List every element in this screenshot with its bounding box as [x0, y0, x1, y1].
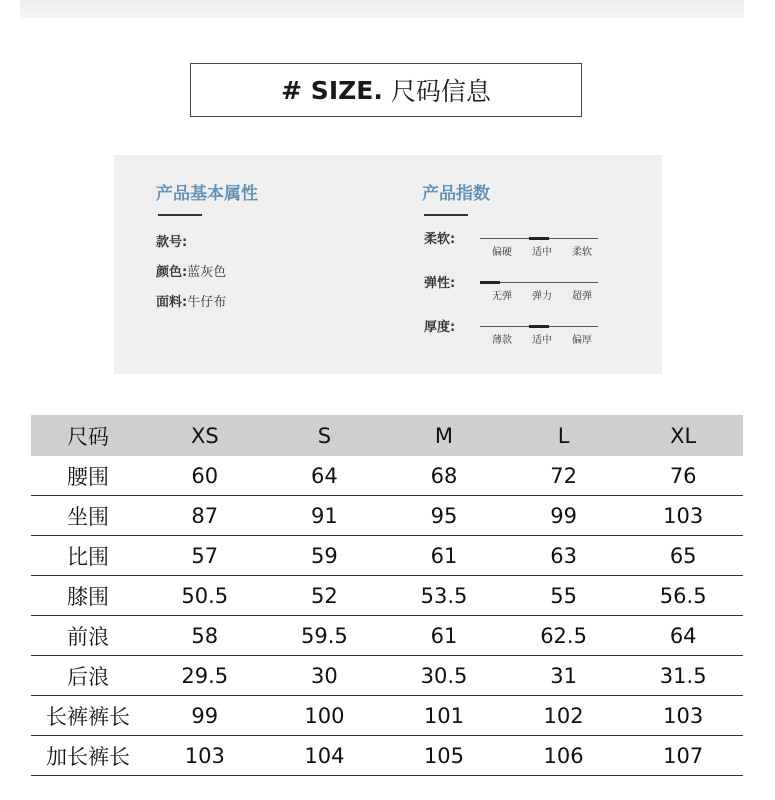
attribute-value: 牛仔布: [187, 294, 227, 310]
top-banner-strip: [20, 0, 744, 18]
attribute-value: 蓝灰色: [187, 264, 227, 280]
table-cell: 99: [145, 696, 265, 736]
table-cell: 58: [145, 616, 265, 656]
table-cell: 63: [504, 536, 624, 576]
scale-tick: 柔软: [572, 246, 592, 258]
table-cell: 87: [145, 496, 265, 536]
table-row: [31, 456, 743, 496]
table-row: [31, 616, 743, 656]
table-cell: 99: [504, 496, 624, 536]
scale-tick: 适中: [532, 334, 552, 346]
row-label-cell: 加长裤长: [31, 736, 145, 776]
table-cell: 50.5: [145, 576, 265, 616]
table-cell: 105: [384, 736, 504, 776]
thickness-scale: [422, 316, 592, 360]
table-row: [31, 696, 743, 736]
table-cell: 30: [265, 656, 385, 696]
table-cell: 30.5: [384, 656, 504, 696]
size-title: # SIZE.: [281, 75, 383, 105]
table-cell: 56.5: [623, 576, 743, 616]
table-cell: 91: [265, 496, 385, 536]
table-cell: 53.5: [384, 576, 504, 616]
column-header: 尺码: [31, 415, 145, 456]
scale-label: 弹性:: [424, 275, 456, 291]
scale-tick: 薄款: [492, 334, 512, 346]
table-cell: 103: [145, 736, 265, 776]
scale-marker: [529, 325, 549, 328]
table-cell: 76: [623, 456, 743, 496]
scale-tick: 弹力: [532, 290, 552, 302]
table-row: [31, 496, 743, 536]
elasticity-scale: [422, 272, 592, 316]
table-row: [31, 736, 743, 776]
row-label-cell: 坐围: [31, 496, 145, 536]
table-row: [31, 656, 743, 696]
table-cell: 64: [623, 616, 743, 656]
table-cell: 101: [384, 696, 504, 736]
table-cell: 61: [384, 616, 504, 656]
attribute-key: 面料:: [156, 294, 188, 310]
scale-label: 柔软:: [424, 231, 456, 247]
table-cell: 62.5: [504, 616, 624, 656]
scale-tick: 无弹: [492, 290, 512, 302]
table-cell: 103: [623, 496, 743, 536]
table-cell: 65: [623, 536, 743, 576]
size-table: [31, 415, 743, 776]
table-cell: 72: [504, 456, 624, 496]
attribute-color: [156, 258, 258, 288]
table-cell: 104: [265, 736, 385, 776]
heading-divider: [424, 214, 468, 216]
scale-ticks: [482, 243, 602, 258]
column-header: XL: [623, 415, 743, 456]
scale-track: [480, 326, 598, 327]
row-label-cell: 后浪: [31, 656, 145, 696]
heading-divider: [158, 214, 202, 216]
row-label-cell: 膝围: [31, 576, 145, 616]
basic-attributes-heading: 产品基本属性: [156, 184, 258, 204]
table-cell: 106: [504, 736, 624, 776]
column-header: L: [504, 415, 624, 456]
column-header: M: [384, 415, 504, 456]
scale-ticks: [482, 287, 602, 302]
product-attribute-panel: [114, 155, 662, 374]
table-cell: 55: [504, 576, 624, 616]
attribute-style-no: [156, 228, 258, 258]
scale-ticks: [482, 331, 602, 346]
table-cell: 95: [384, 496, 504, 536]
table-cell: 52: [265, 576, 385, 616]
table-cell: 57: [145, 536, 265, 576]
table-cell: 68: [384, 456, 504, 496]
row-label-cell: 前浪: [31, 616, 145, 656]
table-cell: 31: [504, 656, 624, 696]
scale-label: 厚度:: [424, 319, 456, 335]
scale-marker: [529, 237, 549, 240]
row-label-cell: 腰围: [31, 456, 145, 496]
row-label-cell: 长裤裤长: [31, 696, 145, 736]
scale-tick: 偏厚: [572, 334, 592, 346]
scale-marker: [480, 281, 500, 284]
scale-tick: 适中: [532, 246, 552, 258]
product-index-heading: 产品指数: [422, 184, 490, 204]
table-cell: 59.5: [265, 616, 385, 656]
table-cell: 107: [623, 736, 743, 776]
scale-track: [480, 238, 598, 239]
table-body: [31, 456, 743, 776]
scale-track: [480, 282, 598, 283]
row-label-cell: 比围: [31, 536, 145, 576]
table-cell: 64: [265, 456, 385, 496]
attribute-key: 款号:: [156, 234, 188, 250]
size-title-cn: 尺码信息: [390, 77, 491, 106]
product-index: [422, 179, 592, 360]
attribute-fabric: [156, 288, 258, 318]
basic-attributes: [156, 179, 258, 318]
table-cell: 103: [623, 696, 743, 736]
scale-tick: 偏硬: [492, 246, 512, 258]
table-row: [31, 536, 743, 576]
table-cell: 61: [384, 536, 504, 576]
softness-scale: [422, 228, 592, 272]
table-header-row: [31, 415, 743, 456]
table-cell: 59: [265, 536, 385, 576]
table-row: [31, 576, 743, 616]
column-header: XS: [145, 415, 265, 456]
table-cell: 31.5: [623, 656, 743, 696]
scale-tick: 超弹: [572, 290, 592, 302]
size-title-box: [190, 63, 582, 117]
attribute-key: 颜色:: [156, 264, 188, 280]
column-header: S: [265, 415, 385, 456]
table-cell: 60: [145, 456, 265, 496]
table-cell: 29.5: [145, 656, 265, 696]
table-cell: 100: [265, 696, 385, 736]
table-cell: 102: [504, 696, 624, 736]
